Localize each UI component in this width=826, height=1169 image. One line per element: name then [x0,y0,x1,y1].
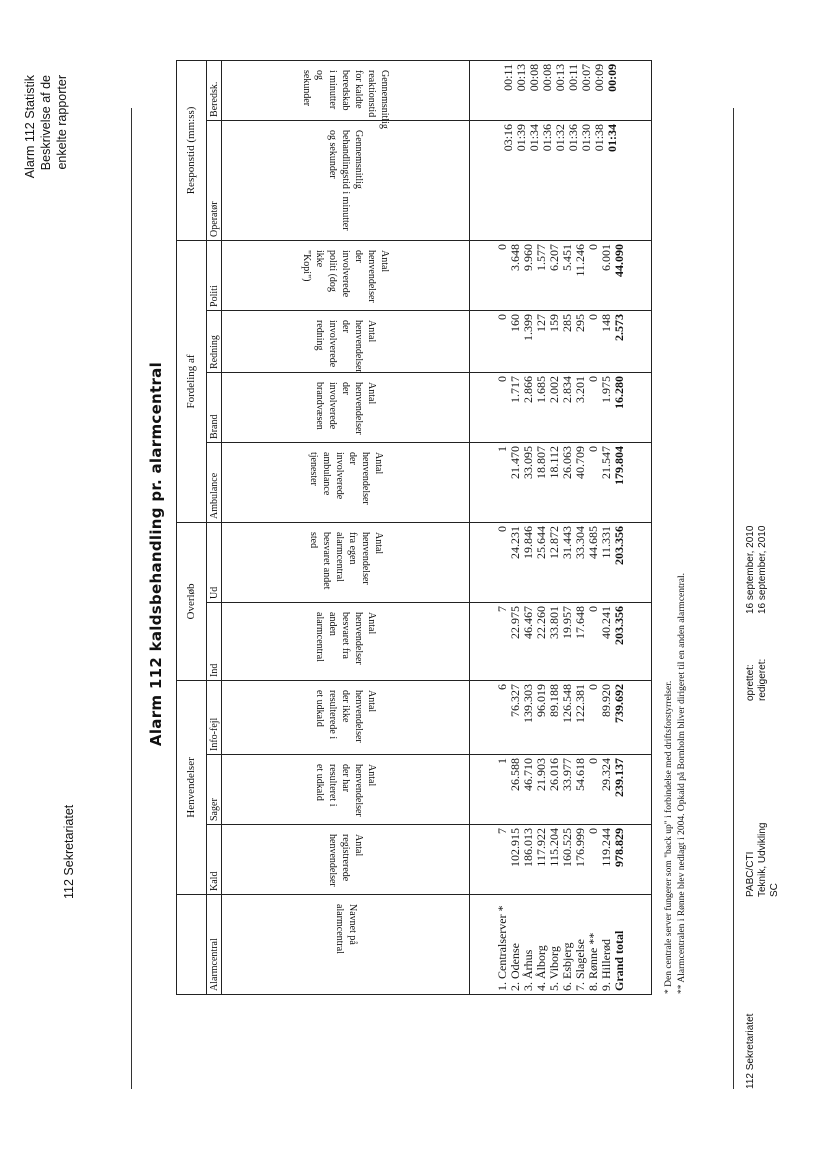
grand-total-value: 16.280 [611,375,626,409]
header-right-line: Beskrivelse af de [39,75,53,171]
cell-value: 22.975 [507,605,522,639]
description-text: Antal henvendelser fra egen alarmcentral besvaret andet sted [307,531,384,590]
description-cell [222,240,470,310]
col-ambulance: Ambulance [206,442,221,522]
header-right-line: enkelte rapporter [55,75,69,170]
col-kald: Kald [206,825,221,895]
grand-total-value: 179.804 [611,445,626,485]
column-values [470,372,652,442]
cell-value: 76.327 [507,683,522,717]
cell-value: 22.260 [533,605,548,639]
grand-total-value: 978.829 [611,828,626,867]
cell-value: 89.920 [598,683,613,717]
cell-value: 44.685 [585,525,600,559]
cell-value: 1.975 [598,375,613,403]
group-responstid: Responstid (mm:ss) [177,60,207,240]
cell-value: 139.303 [520,683,535,723]
cell-value: 295 [572,313,587,332]
description-text: Antal henvendelser der involverede politi (dog ikke "Kopi") [301,249,391,303]
cell-value: 3.201 [572,375,587,403]
header-left: 112 Sekretariatet [62,804,76,899]
cell-value: 33.977 [559,758,574,791]
description-text: Navnet på alarmcentral [333,904,358,954]
cell-value: 24.231 [507,525,522,559]
column-values [470,442,652,522]
header-right [22,75,70,178]
cell-value: 18.112 [546,445,561,479]
cell-value: 01:34 [527,123,541,152]
col-operatoer: Operatør [206,120,221,240]
cell-value: 1.717 [507,375,522,403]
cell-value: 0 [494,375,509,382]
cell-value: 117.922 [533,828,548,867]
cell-value: 29.324 [598,758,613,791]
row-name: 5. Viborg [546,946,561,991]
cell-value: 33.304 [572,525,587,559]
cell-value: 01:38 [592,123,606,152]
cell-value: 1.685 [533,375,548,403]
cell-value: 0 [494,525,509,532]
description-text: Antal henvendelser der involverede ambulance tjenester [307,451,384,505]
cell-value: 00:11 [566,63,580,91]
col-redning: Redning [206,310,221,372]
description-text: Antal henvendelser der involverede redning [314,319,378,373]
cell-value: 0 [585,313,600,320]
cell-value: 46.467 [520,605,535,639]
cell-value: 122.381 [572,683,587,723]
cell-value: 7 [494,828,509,834]
cell-value: 1 [494,445,509,452]
footnote-1: * Den centrale server fungerer som "back up" i forbindelse med driftsforstyrrelser. [664,680,674,994]
cell-value: 00:13 [514,63,528,92]
bottom-divider [733,108,734,1089]
cell-value: 33.095 [520,445,535,479]
footer-left: 112 Sekretariatet [745,1013,756,1089]
cell-value: 0 [585,758,600,764]
cell-value: 1.577 [533,243,548,271]
footer-dates [745,526,769,614]
cell-value: 159 [546,313,561,332]
cell-value: 00:09 [592,63,606,92]
cell-value: 01:39 [514,123,528,152]
cell-value: 25.644 [533,525,548,559]
cell-value: 0 [585,605,600,612]
grand-total-value: 2.573 [611,313,626,341]
column-values [470,895,652,995]
data-body-row [470,60,652,994]
column-values [470,522,652,602]
grand-total-label: Grand total [611,930,626,991]
cell-value: 2.866 [520,375,535,403]
cell-value: 00:07 [579,63,593,92]
cell-value: 21.903 [533,758,548,791]
grand-total-value: 00:09 [605,63,619,92]
description-cell [222,372,470,442]
cell-value: 11.246 [572,243,587,277]
cell-value: 19.846 [520,525,535,559]
cell-value: 7 [494,605,509,612]
cell-value: 46.710 [520,758,535,791]
cell-value: 21.470 [507,445,522,479]
cell-value: 0 [585,828,600,834]
created-date: 16 september, 2010 [745,525,756,614]
cell-value: 00:13 [553,63,567,92]
cell-value: 6.207 [546,243,561,271]
cell-value: 33.801 [546,605,561,639]
cell-value: 01:36 [540,123,554,152]
column-values [470,602,652,680]
col-info-fejl: Info-fejl [206,680,221,754]
grand-total-value: 239.137 [611,758,626,797]
cell-value: 102.915 [507,828,522,867]
description-text: Antal henvendelser der ikke resulterede i et udkald [314,689,378,743]
cell-value: 6.001 [598,243,613,271]
footer-date-labels [745,659,769,701]
edited-label: redigeret: [757,658,768,701]
description-cell [222,755,470,825]
group-fordeling: Fordeling af [177,240,207,522]
column-values [470,60,652,120]
group-header-row [177,60,207,994]
description-cell [222,522,470,602]
cell-value: 148 [598,313,613,332]
grand-total-value: 203.356 [611,525,626,565]
cell-value: 126.548 [559,683,574,723]
cell-value: 1.399 [520,313,535,341]
cell-value: 5.451 [559,243,574,271]
description-cell [222,442,470,522]
cell-value: 31.443 [559,525,574,559]
row-name: 3. Århus [520,949,535,991]
group-henvendelser: Henvendelser [177,680,207,894]
description-text: Antal henvendelser der involverede brandvæsen [314,381,378,435]
page-title: Alarm 112 kaldsbehandling pr. alarmcentral [147,361,165,747]
cell-value: 6 [494,683,509,690]
cell-value: 0 [585,375,600,382]
cell-value: 176.999 [572,828,587,867]
cell-value: 160 [507,313,522,332]
column-values [470,240,652,310]
cell-value: 89.188 [546,683,561,717]
cell-value: 54.618 [572,758,587,791]
description-cell [222,895,470,995]
row-name: 4. Ålborg [533,945,548,991]
cell-value: 19.957 [559,605,574,639]
row-name: 2. Odense [507,943,522,991]
cell-value: 40.241 [598,605,613,639]
cell-value: 285 [559,313,574,332]
row-name: 7. Slagelse [572,939,587,991]
header-right-line: Alarm 112 Statistik [23,75,37,179]
col-sager: Sager [206,755,221,825]
cell-value: 00:08 [540,63,554,92]
cell-value: 01:30 [579,123,593,152]
col-ind: Ind [206,602,221,680]
footer-department [745,823,781,897]
column-values [470,120,652,240]
description-text: Gennemsnitlig reaktionstid for kaldte beredskab i minutter og sekunder [301,69,391,129]
cell-value: 01:32 [553,123,567,152]
created-label: oprettet: [745,664,756,701]
edited-date: 16 september, 2010 [757,525,768,614]
grand-total-value: 44.090 [611,243,626,277]
footnote-2: ** Alarmcentralen i Rønne blev nedlagt i 2004. Opkald på Bornholm bliver dirigeret til en anden alarmcentral. [677,572,687,994]
cell-value: 01:36 [566,123,580,152]
col-ud: Ud [206,522,221,602]
cell-value: 2.834 [559,375,574,403]
cell-value: 12.872 [546,525,561,559]
column-values [470,755,652,825]
cell-value: 0 [585,243,600,250]
col-alarmcentral: Alarmcentral [206,895,221,995]
description-text: Antal registrerede henvendelser [327,834,365,887]
cell-value: 40.709 [572,445,587,479]
column-values [470,825,652,895]
description-cell [222,120,470,240]
cell-value: 0 [494,313,509,320]
column-values [470,310,652,372]
cell-value: 00:08 [527,63,541,92]
group-overloeb: Overløb [177,522,207,680]
cell-value: 26.016 [546,758,561,791]
cell-value: 115.204 [546,828,561,867]
empty-header [177,895,207,995]
description-cell [222,602,470,680]
grand-total-value: 01:34 [605,123,619,152]
cell-value: 03:16 [501,123,515,152]
cell-value: 186.013 [520,828,535,867]
footer-dept-line: Teknik, Udvikling [757,822,768,897]
row-name: 6. Esbjerg [559,942,574,991]
footer-dept-line: SC [769,883,780,897]
description-cell [222,680,470,754]
description-cell [222,60,470,129]
footnotes [663,573,689,994]
cell-value: 26.063 [559,445,574,479]
col-beredskab: Beredsk. [206,60,221,120]
statistics-table [176,60,652,995]
subheader-row [206,60,221,994]
row-name: 1. Centralserver * [494,905,509,991]
description-cell [222,825,470,895]
cell-value: 17.648 [572,605,587,639]
col-brand: Brand [206,372,221,442]
grand-total-value: 203.356 [611,605,626,645]
cell-value: 160.525 [559,828,574,867]
row-name: 8. Rønne ** [585,932,600,991]
description-text: Antal henvendelser besvaret fra anden alarmcentral [314,611,378,665]
cell-value: 127 [533,313,548,332]
row-name: 9. Hillerød [598,939,613,991]
cell-value: 119.244 [598,828,613,867]
col-politi: Politi [206,240,221,310]
description-cell [222,310,470,372]
cell-value: 0 [585,683,600,690]
cell-value: 1 [494,758,509,764]
cell-value: 9.960 [520,243,535,271]
cell-value: 18.807 [533,445,548,479]
footer-dept-line: PABC/CTI [745,851,756,897]
cell-value: 96.019 [533,683,548,717]
description-row [222,60,470,994]
cell-value: 3.648 [507,243,522,271]
cell-value: 0 [494,243,509,250]
grand-total-value: 739.692 [611,683,626,723]
cell-value: 26.588 [507,758,522,791]
cell-value: 21.547 [598,445,613,479]
cell-value: 11.331 [598,525,613,559]
top-divider [131,108,132,1089]
cell-value: 00:11 [501,63,515,91]
description-text: Gennemsnitlig behandlingstid i minutter og sekunder [327,129,365,231]
cell-value: 0 [585,445,600,452]
cell-value: 2.002 [546,375,561,403]
column-values [470,680,652,754]
description-text: Antal henvendelser der har resulteret i et udkald [314,764,378,817]
